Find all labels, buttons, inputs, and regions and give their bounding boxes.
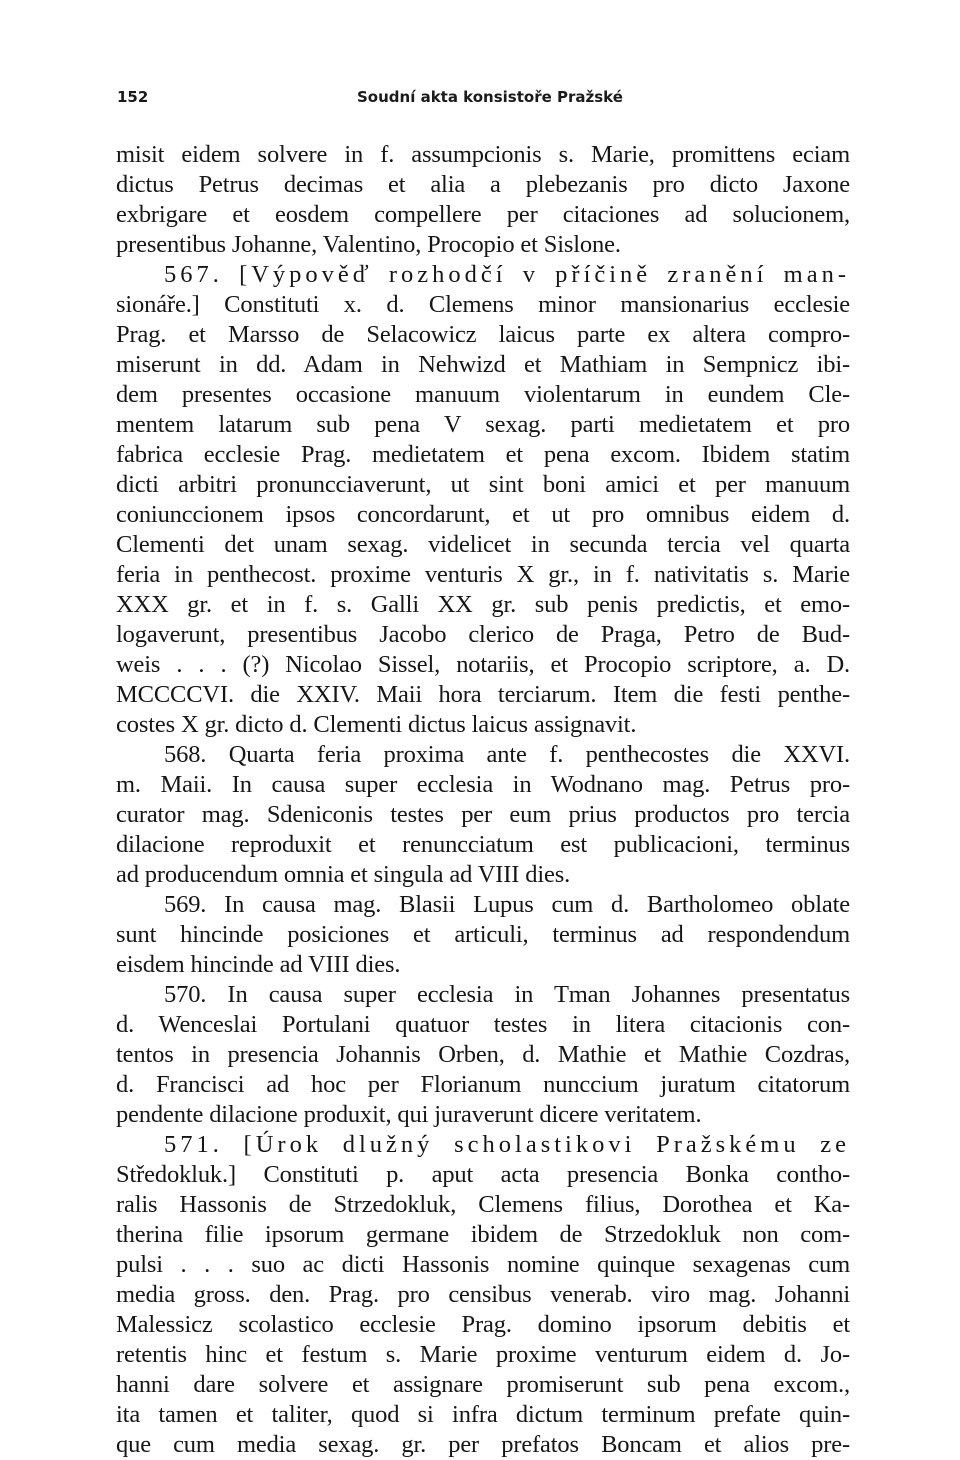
running-header [117,86,850,112]
text-line: XXX gr. et in f. s. Galli XX gr. sub penis predictis, et emo- [116,591,850,618]
text-line: dictus Petrus decimas et alia a plebezanis pro dicto Jaxone [116,171,850,198]
text-line: curator mag. Sdeniconis testes per eum prius productos pro tercia [116,801,850,828]
entry-heading-570: 570. In causa super ecclesia in Tman Johannes presentatus [164,981,850,1008]
text-line: mentem latarum sub pena V sexag. parti medietatem et pro [116,411,850,438]
text-line: therina filie ipsorum germane ibidem de Strzedokluk non com- [116,1221,850,1248]
text-line: Středokluk.] Constituti p. aput acta presencia Bonka contho- [116,1161,850,1188]
entry-heading-569: 569. In causa mag. Blasii Lupus cum d. Bartholomeo oblate [164,891,850,918]
text-line: coniunccionem ipsos concordarunt, et ut pro omnibus eidem d. [116,501,850,528]
text-line: presentibus Johanne, Valentino, Procopio et Sislone. [116,231,621,258]
text-line: dicti arbitri pronuncciaverunt, ut sint boni amici et per manuum [116,471,850,498]
text-line: ralis Hassonis de Strzedokluk, Clemens filius, Dorothea et Ka- [116,1191,850,1218]
entry-heading-568: 568. Quarta feria proxima ante f. penthecostes die XXVI. [164,741,850,768]
text-line: hanni dare solvere et assignare promiserunt sub pena excom., [116,1371,850,1398]
text-line: ita tamen et taliter, quod si infra dictum terminum prefate quin- [116,1401,850,1428]
text-line: sunt hincinde posiciones et articuli, terminus ad respondendum [116,921,850,948]
text-line: sionáře.] Constituti x. d. Clemens minor mansionarius ecclesie [116,291,850,318]
text-line: m. Maii. In causa super ecclesia in Wodnano mag. Petrus pro- [116,771,850,798]
text-line: d. Francisci ad hoc per Florianum nunccium juratum citatorum [116,1071,850,1098]
page-number: 152 [117,88,149,106]
text-line: dilacione reproduxit et renuncciatum est publicacioni, terminus [116,831,850,858]
body-text [116,140,850,1460]
text-line: Clementi det unam sexag. videlicet in secunda tercia vel quarta [116,531,850,558]
text-line: pulsi . . . suo ac dicti Hassonis nomine quinque sexagenas cum [116,1251,850,1278]
text-line: costes X gr. dicto d. Clementi dictus laicus assignavit. [116,711,637,738]
text-line: d. Wenceslai Portulani quatuor testes in litera citacionis con- [116,1011,850,1038]
text-line: pendente dilacione produxit, qui juraverunt dicere veritatem. [116,1101,702,1128]
text-line: que cum media sexag. gr. per prefatos Boncam et alios pre- [116,1431,850,1458]
text-line: Malessicz scolastico ecclesie Prag. domino ipsorum debitis et [116,1311,850,1338]
text-line: logaverunt, presentibus Jacobo clerico de Praga, Petro de Bud- [116,621,850,648]
text-line: feria in penthecost. proxime venturis X gr., in f. nativitatis s. Marie [116,561,850,588]
text-line: tentos in presencia Johannis Orben, d. Mathie et Mathie Cozdras, [116,1041,850,1068]
text-line: ad producendum omnia et singula ad VIII dies. [116,861,571,888]
text-line: Prag. et Marsso de Selacowicz laicus parte ex altera compro- [116,321,850,348]
text-line: weis . . . (?) Nicolao Sissel, notariis, et Procopio scriptore, a. D. [116,651,850,678]
text-line: miserunt in dd. Adam in Nehwizd et Mathiam in Sempnicz ibi- [116,351,850,378]
text-line: eisdem hincinde ad VIII dies. [116,951,401,978]
entry-heading-571: 571. [Úrok dlužný scholastikovi Pražskému ze [164,1131,850,1158]
text-line: MCCCCVI. die XXIV. Maii hora terciarum. Item die festi penthe- [116,681,850,708]
entry-heading-567: 567. [Výpověď rozhodčí v příčině zranění man- [164,261,850,288]
text-line: retentis hinc et festum s. Marie proxime venturum eidem d. Jo- [116,1341,850,1368]
text-line: fabrica ecclesie Prag. medietatem et pena excom. Ibidem statim [116,441,850,468]
text-line: misit eidem solvere in f. assumpcionis s. Marie, promittens eciam [116,141,850,168]
text-line: exbrigare et eosdem compellere per citaciones ad solucionem, [116,201,850,228]
text-line: media gross. den. Prag. pro censibus venerab. viro mag. Johanni [116,1281,850,1308]
running-title: Soudní akta konsistoře Pražské [357,88,623,106]
text-line: dem presentes occasione manuum violentarum in eundem Cle- [116,381,850,408]
